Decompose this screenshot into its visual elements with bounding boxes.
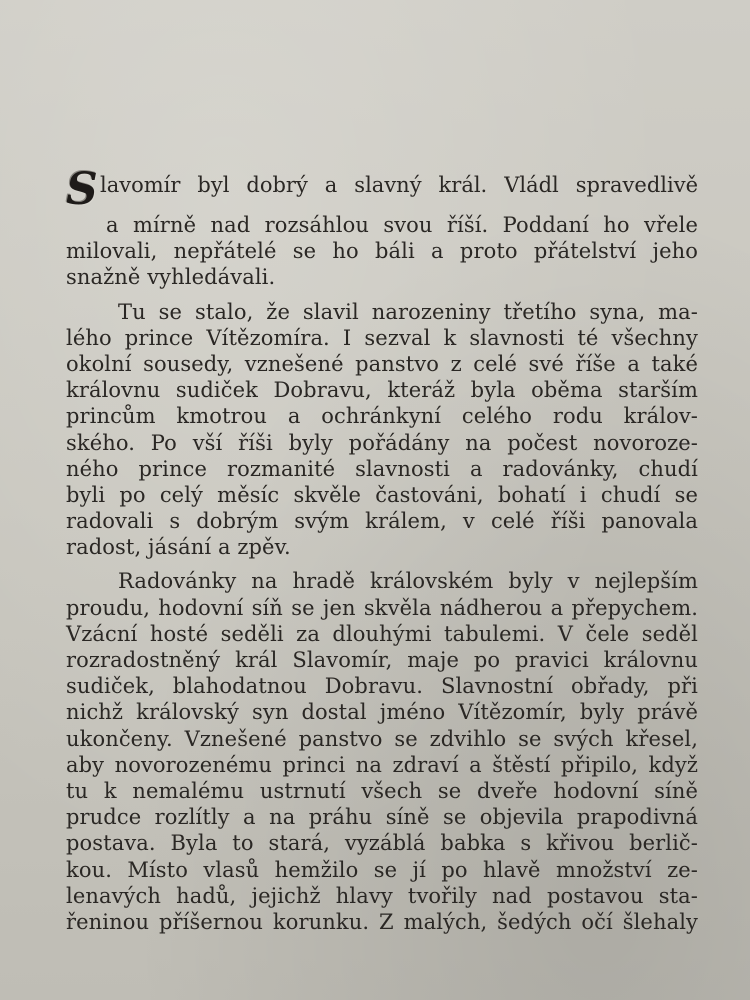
text-line: ukončeny. Vznešené panstvo se zdvihlo se svých křesel, [66, 726, 698, 751]
text-line: tu k nemalému ustrnutí všech se dveře hodovní síně [66, 778, 698, 803]
paragraph-spacer [66, 291, 698, 299]
text-line: sudiček, blahodatnou Dobravu. Slavnostní obřady, při [66, 674, 698, 699]
text-line: okolní sousedy, vznešené panstvo z celé své říše a také [66, 351, 698, 376]
text-line: Tu se stalo, že slavil narozeniny třetího syna, ma- [118, 299, 698, 324]
text-line: a mírně nad rozsáhlou svou říší. Poddaní ho vřele [106, 213, 698, 237]
text-line: milovali, nepřátelé se ho báli a proto přátelství jeho [66, 239, 698, 264]
text-line: královnu sudiček Dobravu, kteráž byla oběma starším [66, 378, 698, 403]
text-line: radost, jásání a zpěv. [66, 535, 291, 560]
text-line: nichž královský syn dostal jméno Vítězomír, byly právě [66, 700, 698, 725]
text-line: ského. Po vší říši byly pořádány na počest novoroze- [66, 430, 698, 455]
paragraph-1 [66, 164, 698, 291]
paragraph-2 [66, 299, 698, 561]
text-line: snažně vyhledávali. [66, 265, 276, 290]
text-line: kou. Místo vlasů hemžilo se jí po hlavě množství ze- [66, 857, 698, 882]
text-line: řeninou příšernou korunku. Z malých, šedých očí šlehaly [66, 909, 698, 934]
text-line: ného prince rozmanité slavnosti a radovánky, chudí [66, 456, 698, 481]
text-line: radovali s dobrým svým králem, v celé říši panovala [66, 509, 698, 534]
text-line: byli po celý měsíc skvěle častováni, bohatí i chudí se [66, 482, 698, 507]
text-line: postava. Byla to stará, vyzáblá babka s křivou berlič- [66, 831, 698, 856]
paragraph-3 [66, 568, 698, 935]
text-line: lenavých hadů, jejichž hlavy tvořily nad postavou sta- [66, 883, 698, 908]
text-line: Vzácní hosté seděli za dlouhými tabulemi. V čele seděl [66, 621, 698, 646]
text-line: aby novorozenému princi na zdraví a štěstí připilo, když [66, 752, 698, 777]
first-line [66, 164, 698, 215]
text-line: Radovánky na hradě královském byly v nejlepším [118, 569, 698, 594]
text-line: rozradostněný král Slavomír, maje po pravici královnu [66, 648, 698, 672]
text-line: princům kmotrou a ochránkyní celého rodu králov- [66, 404, 698, 429]
text-line: lavomír byl dobrý a slavný král. Vládl spravedlivě [100, 173, 698, 197]
decorative-initial: S [66, 164, 98, 215]
paragraph-spacer [66, 560, 698, 568]
text-line: lého prince Vítězomíra. I sezval k slavnosti té všechny [66, 325, 698, 350]
text-line: prudce rozlítly a na práhu síně se objevila prapodivná [66, 805, 698, 830]
body-text [66, 164, 698, 935]
text-line: proudu, hodovní síň se jen skvěla nádherou a přepychem. [66, 595, 698, 620]
